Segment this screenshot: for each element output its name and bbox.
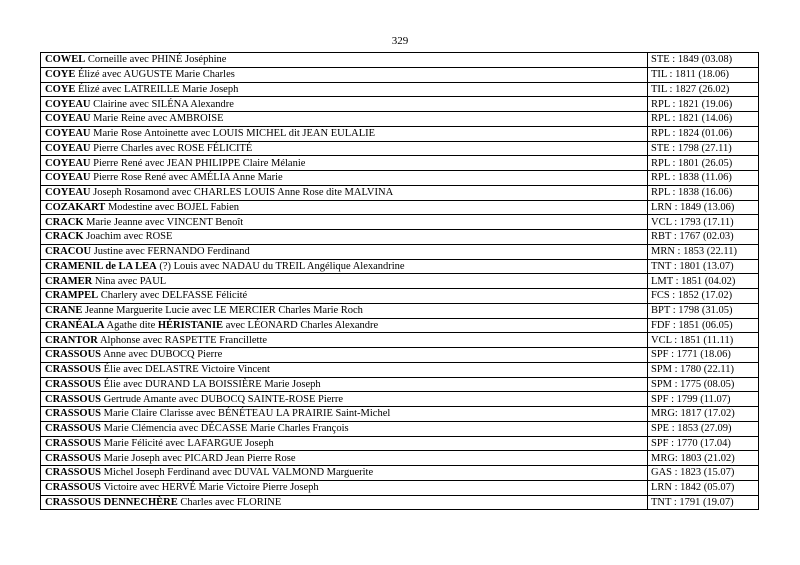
marriage-entry-cell [41,53,648,68]
marriage-entry-cell [41,348,648,363]
table-row [41,112,759,127]
table-row [41,377,759,392]
marriage-entry-cell [41,303,648,318]
table-row [41,215,759,230]
marriage-entry-cell [41,171,648,186]
parish-date-cell: TIL : 1827 (26.02) [648,82,759,97]
parish-date-cell: STE : 1849 (03.08) [648,53,759,68]
table-row [41,362,759,377]
table-row [41,318,759,333]
parish-date-cell: LMT : 1851 (04.02) [648,274,759,289]
entry-details: Élie avec DELASTRE Victoire Vincent [101,364,270,376]
parish-date-cell: RPL : 1824 (01.06) [648,126,759,141]
table-row [41,141,759,156]
entry-details: Clairine avec SILÉNA Alexandre [90,98,234,110]
entry-details: Pierre Rose René avec AMÉLIA Anne Marie [90,172,283,184]
parish-date-cell: RPL : 1801 (26.05) [648,156,759,171]
entry-details: Marie Clémencia avec DÉCASSE Marie Charles François [101,423,349,435]
entry-details: Charlery avec DELFASSE Félicité [98,290,248,302]
table-row [41,333,759,348]
entry-details: Corneille avec PHINÉ Joséphine [85,54,227,66]
table-row [41,392,759,407]
surname: CRAMER [45,275,93,287]
marriage-entry-cell [41,436,648,451]
table-row [41,97,759,112]
parish-date-cell: RPL : 1838 (16.06) [648,185,759,200]
entry-details: Élie avec DURAND LA BOISSIÈRE Marie Joseph [101,378,321,390]
surname: COYEAU [45,187,91,199]
parish-date-cell: SPF : 1799 (11.07) [648,392,759,407]
parish-date-cell: SPF : 1771 (18.06) [648,348,759,363]
parish-date-cell: TIL : 1811 (18.06) [648,67,759,82]
entry-details: Marie Jeanne avec VINCENT Benoît [83,216,244,228]
marriage-entry-cell [41,333,648,348]
marriage-entry-cell [41,82,648,97]
entry-details: Élizé avec AUGUSTE Marie Charles [75,69,235,81]
marriage-entry-cell [41,377,648,392]
entry-details: (?) Louis avec NADAU du TREIL Angélique Alexandrine [156,260,405,272]
marriage-entry-cell [41,141,648,156]
table-row [41,185,759,200]
surname: CRAMPEL [45,290,99,302]
parish-date-cell: RPL : 1821 (14.06) [648,112,759,127]
table-row [41,171,759,186]
marriage-entry-cell [41,67,648,82]
surname: CRACK [45,216,84,228]
table-row [41,53,759,68]
table-row [41,82,759,97]
parish-date-cell: VCL : 1851 (11.11) [648,333,759,348]
marriage-entry-cell [41,185,648,200]
parish-date-cell: LRN : 1842 (05.07) [648,480,759,495]
marriage-entry-cell [41,230,648,245]
parish-date-cell: BPT : 1798 (31.05) [648,303,759,318]
entry-details: Charles avec FLORINE [177,496,282,508]
surname: CRASSOUS [45,423,102,435]
surname: CRASSOUS [45,408,102,420]
surname: CRASSOUS [45,452,102,464]
marriage-entry-cell [41,392,648,407]
surname: CRANE [45,305,83,317]
entry-details: Pierre René avec JEAN PHILIPPE Claire Mélanie [90,157,306,169]
marriage-entry-cell [41,259,648,274]
surname: CRAMENIL de LA LEA [45,260,157,272]
surname: COZAKART [45,201,106,213]
marriage-register-table [40,52,759,510]
parish-date-cell: SPM : 1775 (08.05) [648,377,759,392]
table-row [41,274,759,289]
entry-details: Agathe dite [104,319,158,331]
parish-date-cell: LRN : 1849 (13.06) [648,200,759,215]
entry-details: Michel Joseph Ferdinand avec DUVAL VALMOND Marguerite [101,467,374,479]
table-row [41,303,759,318]
parish-date-cell: TNT : 1801 (13.07) [648,259,759,274]
table-row [41,67,759,82]
entry-details: Joachim avec ROSE [83,231,173,243]
entry-details: Nina avec PAUL [92,275,167,287]
page-number: 329 [391,35,409,47]
entry-details-continued: avec LÉONARD Charles Alexandre [223,319,379,331]
parish-date-cell: SPF : 1770 (17.04) [648,436,759,451]
entry-details: Élizé avec LATREILLE Marie Joseph [75,83,239,95]
marriage-entry-cell [41,407,648,422]
surname: COYEAU [45,157,91,169]
marriage-entry-cell [41,289,648,304]
marriage-entry-cell [41,480,648,495]
surname: COYEAU [45,98,91,110]
entry-details: Jeanne Marguerite Lucie avec LE MERCIER Charles Marie Roch [82,305,363,317]
parish-date-cell: STE : 1798 (27.11) [648,141,759,156]
marriage-entry-cell [41,451,648,466]
marriage-entry-cell [41,215,648,230]
surname: COYEAU [45,128,91,140]
entry-details: Marie Rose Antoinette avec LOUIS MICHEL dit JEAN EULALIE [90,128,376,140]
surname: COYEAU [45,113,91,125]
parish-date-cell: TNT : 1791 (19.07) [648,495,759,510]
surname: CRASSOUS [45,437,102,449]
surname: COYEAU [45,142,91,154]
surname: CRASSOUS [45,349,102,361]
entry-details: Marie Reine avec AMBROISE [90,113,224,125]
surname: COYE [45,69,76,81]
parish-date-cell: RPL : 1838 (11.06) [648,171,759,186]
table-row [41,421,759,436]
marriage-entry-cell [41,126,648,141]
parish-date-cell: RPL : 1821 (19.06) [648,97,759,112]
parish-date-cell: GAS : 1823 (15.07) [648,466,759,481]
entry-details: Victoire avec HERVÉ Marie Victoire Pierre Joseph [101,482,319,494]
surname: CRACOU [45,246,92,258]
surname: CRACK [45,231,84,243]
table-row [41,348,759,363]
table-row [41,126,759,141]
parish-date-cell: FCS : 1852 (17.02) [648,289,759,304]
entry-details: Gertrude Amante avec DUBOCQ SAINTE-ROSE Pierre [101,393,344,405]
marriage-entry-cell [41,200,648,215]
entry-details: Justine avec FERNANDO Ferdinand [91,246,250,258]
marriage-entry-cell [41,274,648,289]
surname: CRANÉALA [45,319,105,331]
table-row [41,289,759,304]
surname: CRASSOUS [45,467,102,479]
entry-details: Joseph Rosamond avec CHARLES LOUIS Anne Rose dite MALVINA [90,187,394,199]
surname: COYE [45,83,76,95]
entry-details: Marie Joseph avec PICARD Jean Pierre Rose [101,452,296,464]
table-row [41,244,759,259]
marriage-entry-cell [41,362,648,377]
parish-date-cell: VCL : 1793 (17.11) [648,215,759,230]
surname: COWEL [45,54,86,66]
table-row [41,200,759,215]
table-row [41,259,759,274]
parish-date-cell: SPM : 1780 (22.11) [648,362,759,377]
marriage-entry-cell [41,112,648,127]
table-row [41,230,759,245]
table-row [41,466,759,481]
table-row [41,436,759,451]
parish-date-cell: MRG: 1817 (17.02) [648,407,759,422]
entry-details: Anne avec DUBOCQ Pierre [101,349,223,361]
table-row [41,156,759,171]
entry-details: Marie Félicité avec LAFARGUE Joseph [101,437,274,449]
surname: CRASSOUS [45,364,102,376]
parish-date-cell: RBT : 1767 (02.03) [648,230,759,245]
surname: CRANTOR [45,334,98,346]
marriage-entry-cell [41,97,648,112]
marriage-entry-cell [41,244,648,259]
surname: CRASSOUS [45,378,102,390]
parish-date-cell: MRN : 1853 (22.11) [648,244,759,259]
marriage-entry-cell [41,495,648,510]
surname: COYEAU [45,172,91,184]
entry-details: Marie Claire Clarisse avec BÉNÉTEAU LA PRAIRIE Saint-Michel [101,408,391,420]
parish-date-cell: FDF : 1851 (06.05) [648,318,759,333]
entry-details: Pierre Charles avec ROSE FÉLICITÉ [90,142,253,154]
marriage-entry-cell [41,318,648,333]
register-body [41,53,759,510]
table-row [41,407,759,422]
marriage-entry-cell [41,156,648,171]
parish-date-cell: MRG: 1803 (21.02) [648,451,759,466]
parish-date-cell: SPE : 1853 (27.09) [648,421,759,436]
table-row [41,495,759,510]
surname: CRASSOUS DENNECHÈRE [45,496,178,508]
highlighted-name: HÉRISTANIE [157,319,224,331]
table-row [41,451,759,466]
table-row [41,480,759,495]
entry-details: Alphonse avec RASPETTE Francillette [97,334,268,346]
surname: CRASSOUS [45,393,102,405]
entry-details: Modestine avec BOJEL Fabien [105,201,240,213]
marriage-entry-cell [41,421,648,436]
surname: CRASSOUS [45,482,102,494]
marriage-entry-cell [41,466,648,481]
